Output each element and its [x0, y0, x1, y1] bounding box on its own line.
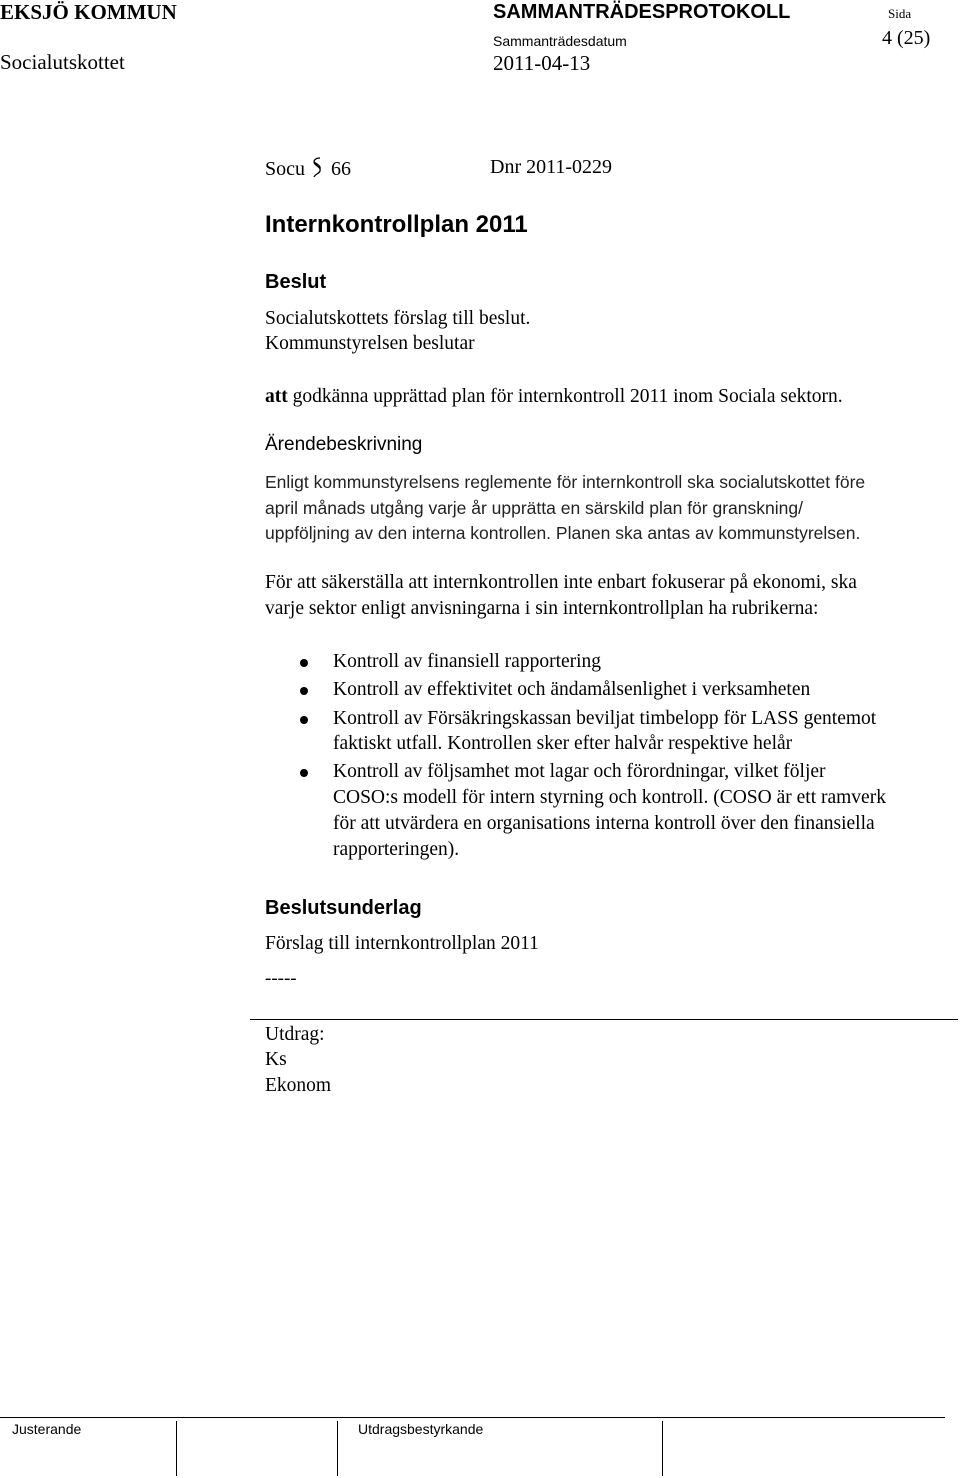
diary-number: Dnr 2011-0229 [490, 156, 613, 178]
page-label: Sida [888, 6, 912, 21]
footer-justerande: Justerande [12, 1421, 82, 1437]
separator-dashes: ----- [265, 968, 297, 989]
decision-line: Socialutskottets förslag till beslut. [265, 308, 531, 329]
bullet-icon [300, 659, 308, 667]
bullet-item: Kontroll av följsamhet mot lagar och förordningar, vilket följer [333, 761, 826, 782]
description-line: uppföljning av den interna kontrollen. Planen ska antas av kommunstyrelsen. [265, 523, 861, 543]
meeting-date-label: Sammanträdesdatum [493, 33, 627, 49]
document-type: SAMMANTRÄDESPROTOKOLL [493, 1, 791, 23]
extract-recipient: Ks [265, 1049, 287, 1070]
paragraph-number: 66 [331, 158, 351, 180]
bullet-item-continuation: för att utvärdera en organisations interna kontroll över den finansiella [333, 813, 875, 834]
bullet-icon [300, 687, 308, 695]
bullet-item: Kontroll av effektivitet och ändamålsenlighet i verksamheten [333, 679, 811, 700]
organization-name: EKSJÖ KOMMUN [0, 0, 177, 24]
extract-recipient: Ekonom [265, 1075, 332, 1096]
att-keyword: att [265, 386, 288, 407]
basis-heading: Beslutsunderlag [265, 897, 422, 919]
footer-divider [0, 1417, 945, 1418]
bullet-item: Kontroll av Försäkringskassan beviljat timbelopp för LASS gentemot [333, 708, 877, 729]
page-title: Internkontrollplan 2011 [265, 211, 528, 238]
committee-abbrev: Socu [265, 158, 305, 180]
decision-att-line [265, 386, 843, 408]
decision-line: Kommunstyrelsen beslutar [265, 333, 475, 354]
meeting-date: 2011-04-13 [493, 51, 591, 75]
bullet-icon [300, 769, 308, 777]
description-line: Enligt kommunstyrelsens reglemente för internkontroll ska socialutskottet före [265, 472, 866, 492]
divider [250, 1019, 958, 1020]
basis-item: Förslag till internkontrollplan 2011 [265, 933, 539, 954]
footer-utdragsbestyrkande: Utdragsbestyrkande [358, 1421, 484, 1437]
bullet-item-continuation: rapporteringen). [333, 839, 460, 860]
description-paragraph-line: För att säkerställa att internkontrollen inte enbart fokuserar på ekonomi, ska [265, 572, 857, 593]
extract-label: Utdrag: [265, 1024, 325, 1045]
bullet-item: Kontroll av finansiell rapportering [333, 651, 602, 672]
description-line: april månads utgång varje år upprätta en särskild plan för granskning/ [265, 498, 803, 518]
footer-separator [662, 1421, 663, 1476]
paragraph-sign-icon [309, 156, 325, 180]
description-heading: Ärendebeskrivning [265, 434, 423, 455]
footer-separator [337, 1421, 338, 1476]
att-text: godkänna upprättad plan för internkontroll 2011 inom Sociala sektorn. [287, 386, 843, 407]
bullet-item-continuation: faktiskt utfall. Kontrollen sker efter halvår respektive helår [333, 733, 793, 754]
description-paragraph-line: varje sektor enligt anvisningarna i sin internkontrollplan ha rubrikerna: [265, 598, 819, 619]
bullet-item-continuation: COSO:s modell för intern styrning och kontroll. (COSO är ett ramverk [333, 787, 886, 808]
case-reference [265, 156, 351, 181]
decision-heading: Beslut [265, 271, 327, 293]
footer-separator [176, 1421, 177, 1476]
page-number: 4 (25) [882, 27, 931, 49]
bullet-icon [300, 716, 308, 724]
department-name: Socialutskottet [0, 50, 125, 74]
